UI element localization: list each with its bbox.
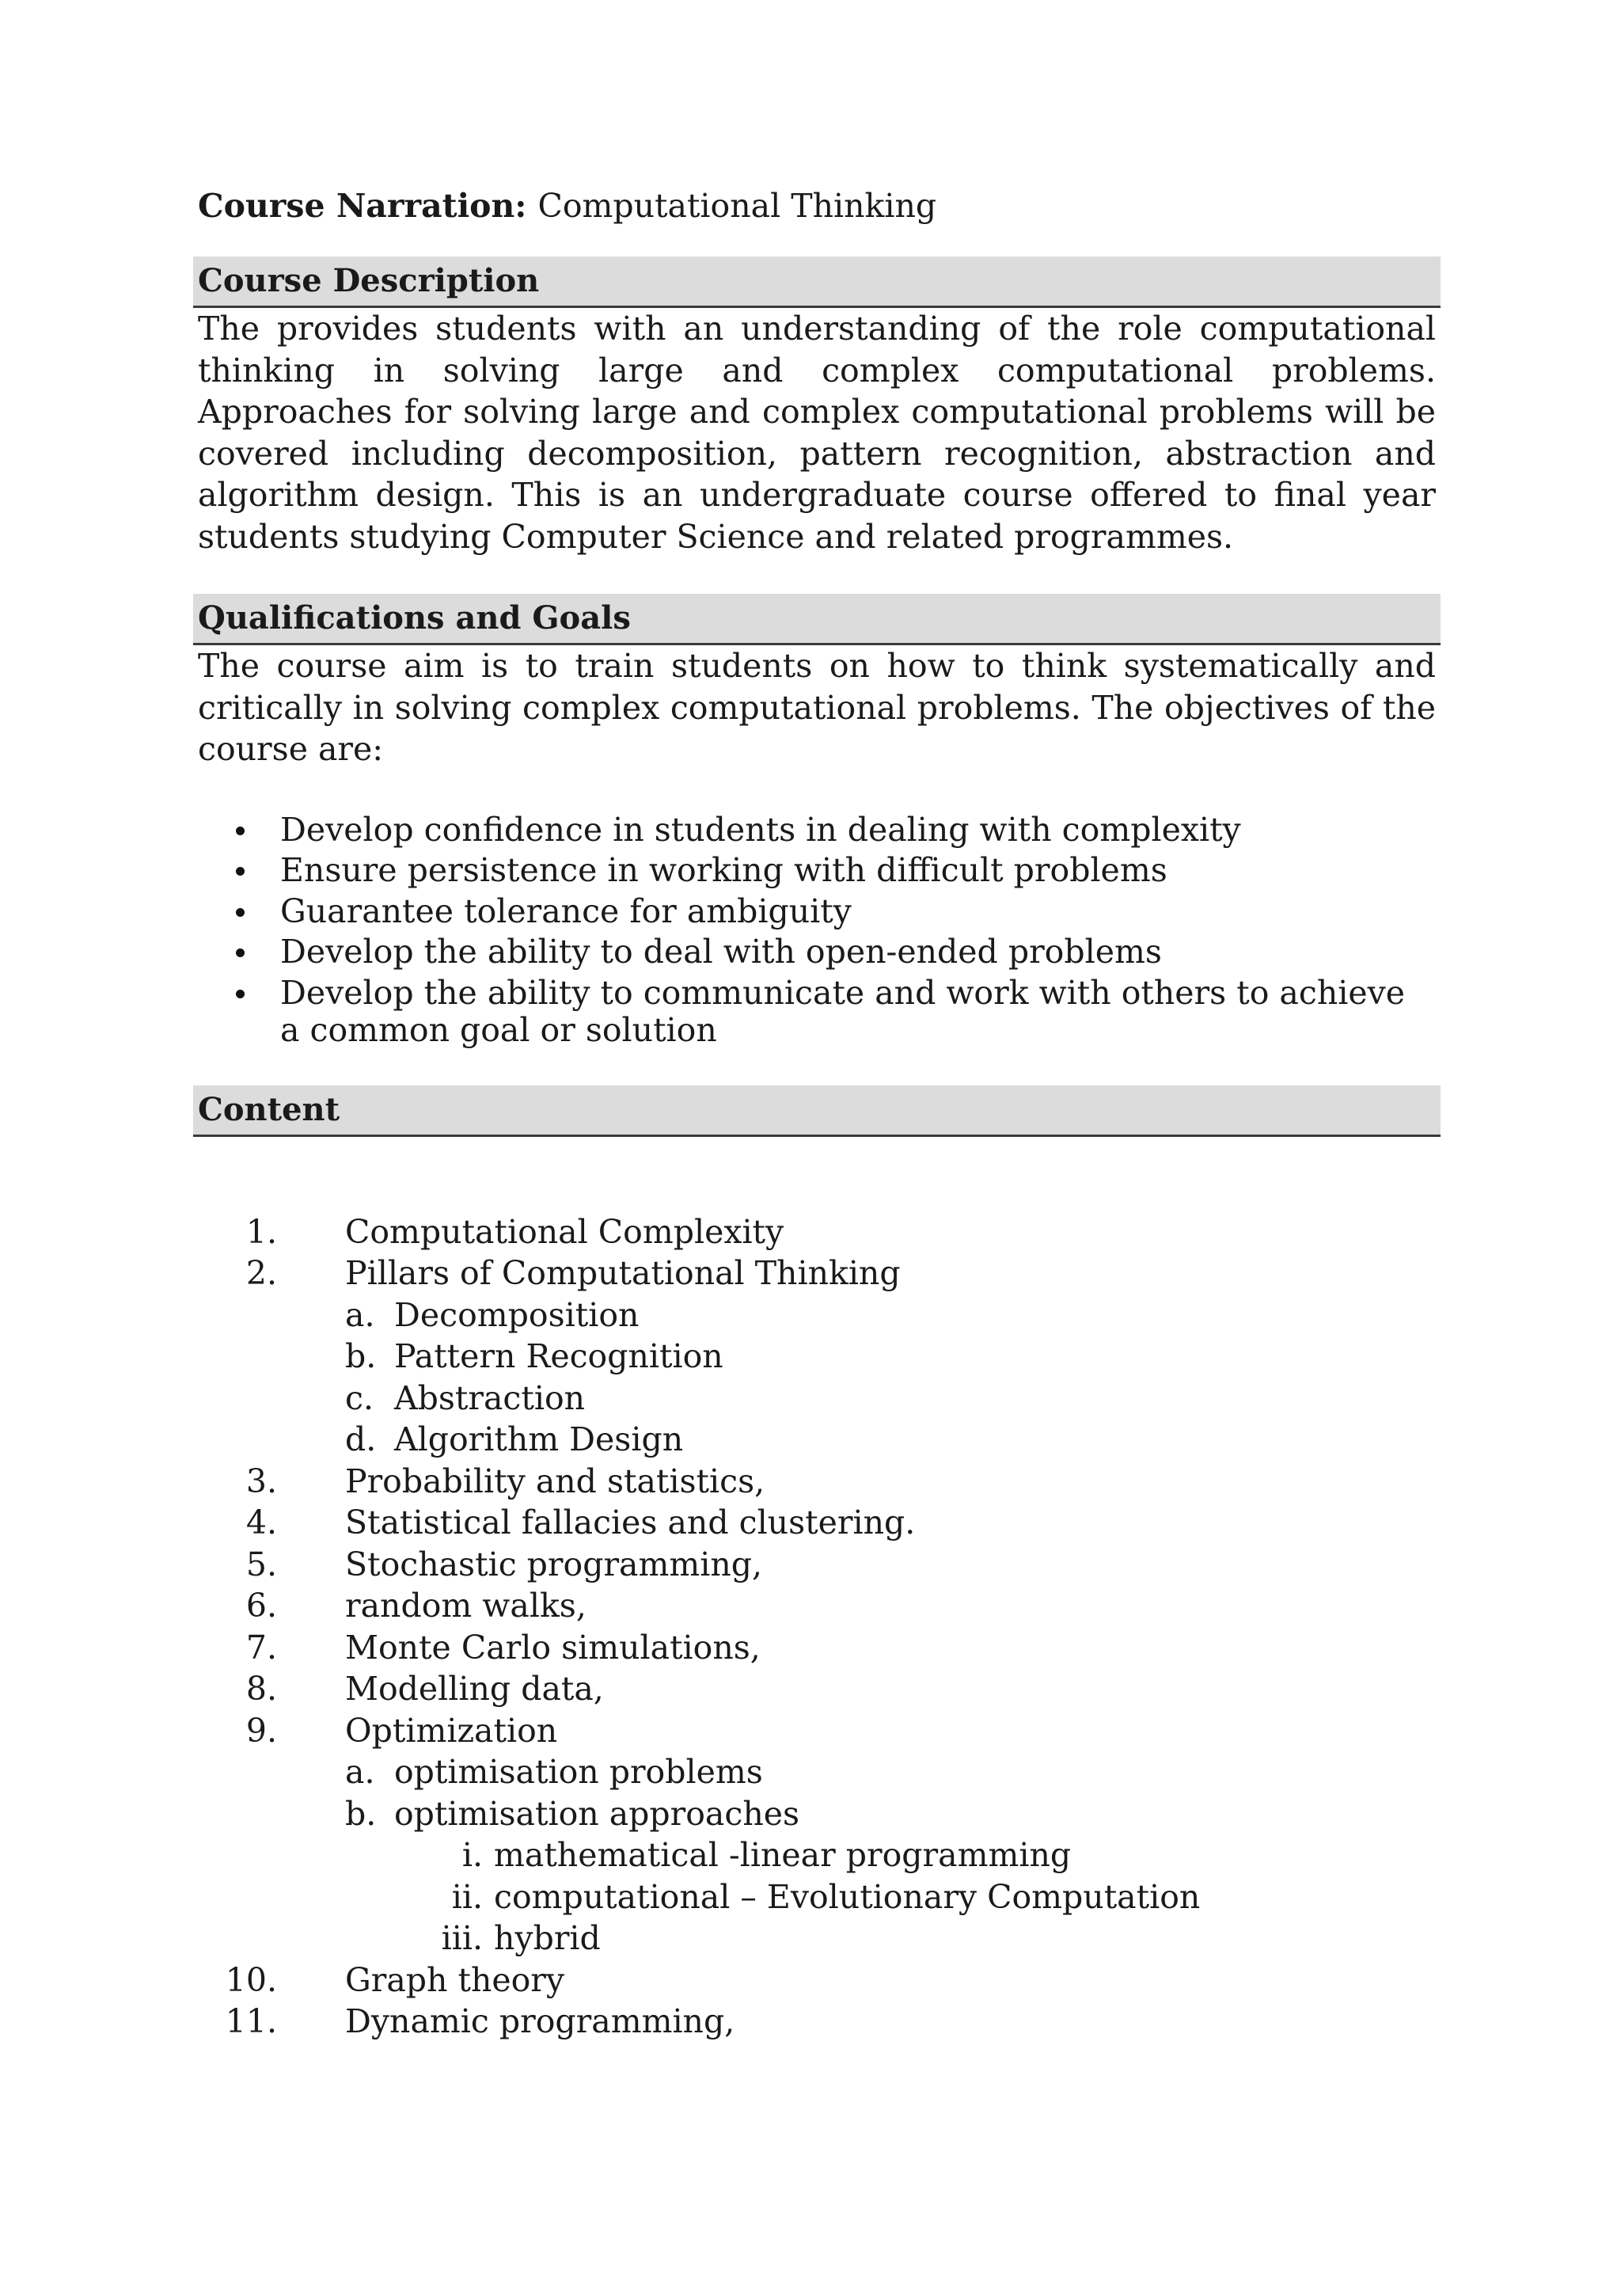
content-item-text: Statistical fallacies and clustering. <box>345 1503 916 1541</box>
content-item-number: a. <box>345 1753 375 1791</box>
content-item <box>193 1211 1441 1253</box>
content-item-number: 10. <box>225 1960 277 1999</box>
content-item <box>193 1793 1441 1835</box>
objective-text: Develop confidence in students in dealing with complexity <box>280 810 1241 849</box>
content-item-number: 5. <box>245 1545 277 1583</box>
content-item-text: optimisation approaches <box>394 1794 800 1833</box>
objective-item <box>193 812 1441 849</box>
content-item <box>193 1668 1441 1710</box>
content-item <box>193 1918 1441 1960</box>
content-item-text: hybrid <box>494 1919 601 1957</box>
content-item-text: Probability and statistics, <box>345 1462 765 1500</box>
objective-text: Develop the ability to deal with open-ended problems <box>280 933 1162 971</box>
course-narration-value: Computational Thinking <box>537 187 937 225</box>
bullet-icon <box>236 827 245 835</box>
content-item <box>193 1253 1441 1294</box>
objective-item <box>193 933 1441 971</box>
content-item <box>193 1585 1441 1627</box>
objective-text: Develop the ability to communicate and work with others to achieve a common goal or solution <box>280 973 1406 1049</box>
content-item-number: 11. <box>225 2002 277 2040</box>
objectives-list <box>193 812 1441 1049</box>
content-item <box>193 1502 1441 1544</box>
content-item-number: iii. <box>441 1919 483 1957</box>
content-item <box>193 1627 1441 1669</box>
content-item-number: a. <box>345 1295 375 1334</box>
content-item-number: 2. <box>245 1254 277 1292</box>
objective-item <box>193 975 1441 1049</box>
content-item-number: c. <box>345 1378 374 1417</box>
content-item <box>193 1960 1441 2001</box>
content-item-number: b. <box>345 1794 377 1833</box>
section-header-qualifications-goals: Qualifications and Goals <box>193 594 1441 645</box>
content-item-number: b. <box>345 1337 377 1375</box>
document-page <box>193 182 1441 2043</box>
content-item-text: Modelling data, <box>345 1670 604 1708</box>
content-item-number: 8. <box>245 1670 277 1708</box>
content-item <box>193 1751 1441 1793</box>
content-item-text: Optimization <box>345 1711 558 1750</box>
bullet-icon <box>236 948 245 957</box>
course-narration-label: Course Narration: <box>198 187 527 225</box>
content-item-number: 3. <box>245 1462 277 1500</box>
content-item <box>193 1834 1441 1876</box>
content-item-text: Algorithm Design <box>394 1420 684 1458</box>
content-item-text: Computational Complexity <box>345 1212 784 1251</box>
content-item <box>193 2001 1441 2043</box>
content-outline <box>193 1211 1441 2043</box>
content-item-text: computational – Evolutionary Computation <box>494 1877 1201 1916</box>
content-item-text: Pattern Recognition <box>394 1337 723 1375</box>
content-item <box>193 1544 1441 1586</box>
section-header-course-description: Course Description <box>193 257 1441 308</box>
content-item-number: 6. <box>245 1587 277 1625</box>
course-narration <box>198 182 1441 230</box>
objective-text: Ensure persistence in working with difficult problems <box>280 851 1167 889</box>
content-item-text: mathematical -linear programming <box>494 1836 1072 1874</box>
bullet-icon <box>236 908 245 917</box>
content-item-number: d. <box>345 1420 377 1458</box>
content-item <box>193 1419 1441 1461</box>
content-item-text: optimisation problems <box>394 1753 763 1791</box>
content-item-text: Decomposition <box>394 1295 640 1334</box>
objective-item <box>193 852 1441 889</box>
content-item <box>193 1461 1441 1503</box>
content-item-text: Monte Carlo simulations, <box>345 1628 761 1667</box>
content-item <box>193 1876 1441 1918</box>
content-item-number: 1. <box>245 1212 277 1251</box>
content-item-text: Graph theory <box>345 1960 565 1999</box>
content-item <box>193 1710 1441 1752</box>
content-item-number: 9. <box>245 1711 277 1750</box>
bullet-icon <box>236 990 245 998</box>
bullet-icon <box>236 867 245 876</box>
course-description-text: The provides students with an understanding of the role computational thinking in solving large and complex computational problems. Approaches for solving large and complex computational problems will be covered including decomposition, pattern recognition, abstraction and algorithm design. This is an undergraduate course offered to final year students studying Computer Science and related programmes. <box>198 310 1436 556</box>
qualifications-text: The course aim is to train students on how to think systematically and critically in solving complex computational problems. The objectives of the course are: <box>198 647 1436 768</box>
objective-text: Guarantee tolerance for ambiguity <box>280 891 852 930</box>
content-item <box>193 1336 1441 1378</box>
content-item-text: Stochastic programming, <box>345 1545 763 1583</box>
content-item-text: random walks, <box>345 1587 587 1625</box>
content-item-text: Pillars of Computational Thinking <box>345 1254 901 1292</box>
content-item-number: i. <box>461 1836 483 1874</box>
content-item-number: ii. <box>451 1877 483 1916</box>
content-item <box>193 1378 1441 1420</box>
objective-item <box>193 893 1441 930</box>
content-item-number: 4. <box>245 1503 277 1541</box>
section-header-content: Content <box>193 1085 1441 1137</box>
content-item <box>193 1294 1441 1336</box>
content-item-number: 7. <box>245 1628 277 1667</box>
content-item-text: Dynamic programming, <box>345 2002 735 2040</box>
content-item-text: Abstraction <box>394 1378 586 1417</box>
